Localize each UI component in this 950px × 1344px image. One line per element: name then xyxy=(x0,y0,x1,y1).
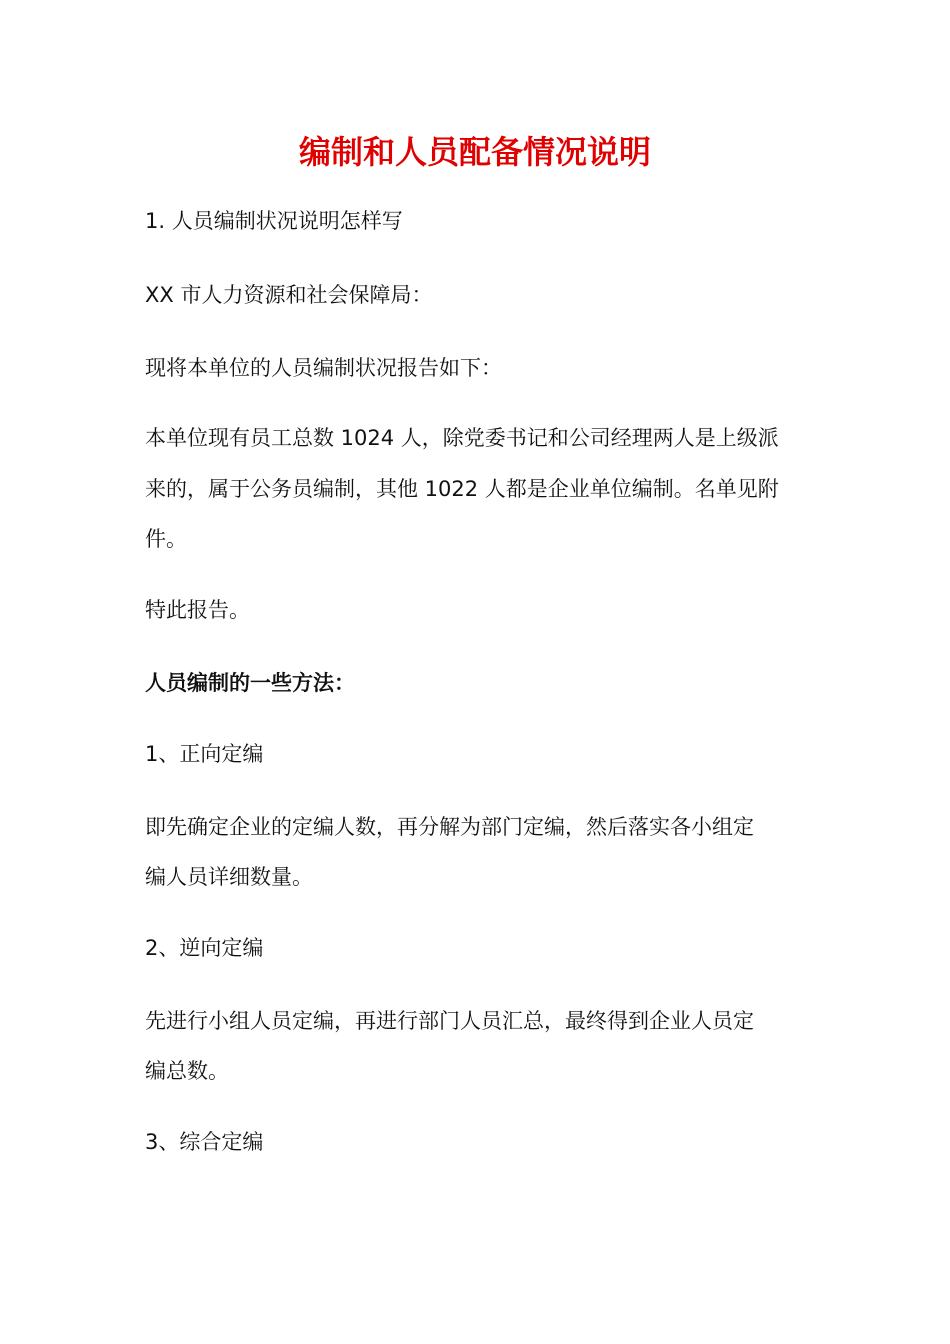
method-3-heading: 3、综合定编 xyxy=(145,1130,264,1154)
method-1-desc-line-2: 编人员详细数量。 xyxy=(145,865,313,889)
method-2-desc-line-2: 编总数。 xyxy=(145,1059,229,1083)
paragraph-heading-1: 1. 人员编制状况说明怎样写 xyxy=(145,209,403,233)
method-1-heading: 1、正向定编 xyxy=(145,742,264,766)
paragraph-report-line-3: 件。 xyxy=(145,527,187,551)
method-1-desc-line-1: 即先确定企业的定编人数，再分解为部门定编，然后落实各小组定 xyxy=(145,815,754,839)
paragraph-report-line-2: 来的，属于公务员编制，其他 1022 人都是企业单位编制。名单见附 xyxy=(145,477,779,501)
method-2-desc-line-1: 先进行小组人员定编，再进行部门人员汇总，最终得到企业人员定 xyxy=(145,1009,754,1033)
paragraph-intro: 现将本单位的人员编制状况报告如下： xyxy=(145,356,502,380)
section-heading-methods: 人员编制的一些方法： xyxy=(145,671,355,695)
paragraph-addressee: XX 市人力资源和社会保障局： xyxy=(145,283,433,307)
document-title: 编制和人员配备情况说明 xyxy=(298,133,651,171)
paragraph-closing: 特此报告。 xyxy=(145,598,250,622)
method-2-heading: 2、逆向定编 xyxy=(145,936,264,960)
paragraph-report-line-1: 本单位现有员工总数 1024 人，除党委书记和公司经理两人是上级派 xyxy=(145,426,779,450)
